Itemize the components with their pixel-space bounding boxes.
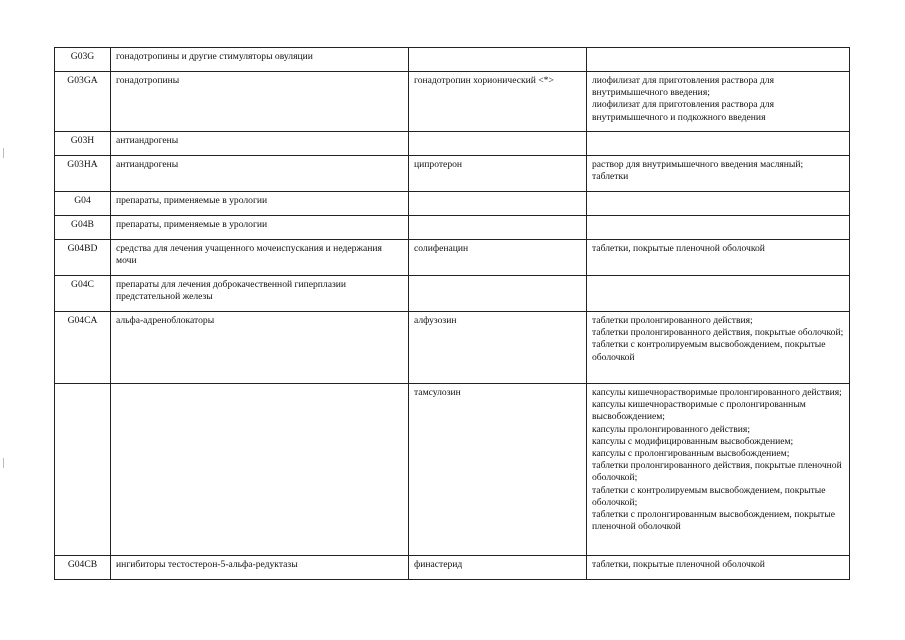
table-row	[55, 48, 850, 72]
substance-cell	[409, 132, 587, 156]
dosage-form-cell	[587, 48, 850, 72]
substance-cell: тамсулозин	[409, 384, 587, 556]
dosage-form-cell	[587, 132, 850, 156]
substance-cell: гонадотропин хорионический <*>	[409, 72, 587, 132]
atc-code-cell: G04C	[55, 276, 111, 312]
group-name-cell: препараты, применяемые в урологии	[111, 192, 409, 216]
substance-cell	[409, 276, 587, 312]
atc-code-cell: G03H	[55, 132, 111, 156]
atc-code-cell: G04BD	[55, 240, 111, 276]
table-row	[55, 556, 850, 580]
substance-cell: финастерид	[409, 556, 587, 580]
group-name-cell: препараты для лечения доброкачественной гиперплазии предстательной железы	[111, 276, 409, 312]
scan-edge-mark	[3, 458, 4, 468]
atc-code-cell: G03G	[55, 48, 111, 72]
dosage-form-cell	[587, 276, 850, 312]
drug-classification-table	[54, 47, 850, 580]
group-name-cell: гонадотропины и другие стимуляторы овуляции	[111, 48, 409, 72]
dosage-form-cell: таблетки пролонгированного действия; таблетки пролонгированного действия, покрытые оболочкой; таблетки с контролируемым высвобождением, покрытые оболочкой	[587, 312, 850, 384]
table-row	[55, 216, 850, 240]
table-row	[55, 192, 850, 216]
substance-cell: ципротерон	[409, 156, 587, 192]
table-row	[55, 132, 850, 156]
substance-cell: солифенацин	[409, 240, 587, 276]
substance-cell	[409, 192, 587, 216]
dosage-form-cell	[587, 192, 850, 216]
table-row	[55, 276, 850, 312]
dosage-form-cell: лиофилизат для приготовления раствора для внутримышечного введения; лиофилизат для приготовления раствора для внутримышечного и подкожного введения	[587, 72, 850, 132]
table-row	[55, 312, 850, 384]
atc-code-cell: G03HA	[55, 156, 111, 192]
scan-edge-mark	[3, 148, 4, 158]
table-row	[55, 72, 850, 132]
atc-code-cell: G04B	[55, 216, 111, 240]
dosage-form-cell: таблетки, покрытые пленочной оболочкой	[587, 240, 850, 276]
group-name-cell	[111, 384, 409, 556]
substance-cell: алфузозин	[409, 312, 587, 384]
group-name-cell: препараты, применяемые в урологии	[111, 216, 409, 240]
atc-code-cell: G03GA	[55, 72, 111, 132]
dosage-form-cell: капсулы кишечнорастворимые пролонгированного действия; капсулы кишечнорастворимые с пролонгированным высвобождением; капсулы пролонгированного действия; капсулы с модифицированным высвобождением; капсулы с пролонгированным высвобождением; таблетки пролонгированного действия, покрытые пленочной оболочкой; таблетки с контролируемым высвобождением, покрытые оболочкой; таблетки с пролонгированным высвобождением, покрытые пленочной оболочкой	[587, 384, 850, 556]
table-row	[55, 156, 850, 192]
group-name-cell: антиандрогены	[111, 156, 409, 192]
dosage-form-cell: таблетки, покрытые пленочной оболочкой	[587, 556, 850, 580]
dosage-form-cell: раствор для внутримышечного введения масляный; таблетки	[587, 156, 850, 192]
group-name-cell: ингибиторы тестостерон-5-альфа-редуктазы	[111, 556, 409, 580]
group-name-cell: антиандрогены	[111, 132, 409, 156]
atc-code-cell: G04CA	[55, 312, 111, 384]
substance-cell	[409, 48, 587, 72]
group-name-cell: альфа-адреноблокаторы	[111, 312, 409, 384]
dosage-form-cell	[587, 216, 850, 240]
table-row	[55, 384, 850, 556]
atc-code-cell: G04	[55, 192, 111, 216]
substance-cell	[409, 216, 587, 240]
group-name-cell: гонадотропины	[111, 72, 409, 132]
atc-code-cell: G04CB	[55, 556, 111, 580]
group-name-cell: средства для лечения учащенного мочеиспускания и недержания мочи	[111, 240, 409, 276]
atc-code-cell	[55, 384, 111, 556]
table-row	[55, 240, 850, 276]
